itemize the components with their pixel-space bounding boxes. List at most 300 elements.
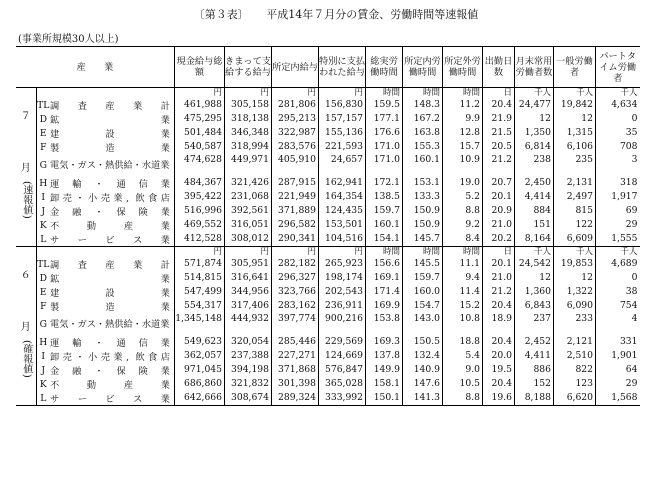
value-cell: 18.9 <box>483 313 515 335</box>
industry-name: サ ー ビ ス 業 <box>50 235 170 246</box>
value-cell: 301,398 <box>272 377 319 391</box>
value-cell: 171.4 <box>366 285 403 299</box>
industry-code: TL <box>37 99 50 111</box>
value-cell: 151 <box>515 218 554 232</box>
value-cell: 21.0 <box>483 271 515 285</box>
industry-name: 不 動 産 業 <box>50 380 170 391</box>
value-cell: 154.1 <box>366 232 403 247</box>
value-cell: 150.1 <box>366 391 403 406</box>
unit-cell: 円 <box>272 88 319 99</box>
value-cell: 19.5 <box>483 363 515 377</box>
table-row <box>16 299 640 313</box>
table-row <box>16 98 640 112</box>
value-cell: 132.4 <box>403 349 443 363</box>
industry-code: D <box>39 113 47 125</box>
value-cell: 159.7 <box>366 204 403 218</box>
table-tag: 〔第３表〕 <box>193 8 249 21</box>
value-cell: 9.4 <box>443 271 483 285</box>
unit-cell: 円 <box>319 88 366 99</box>
value-cell: 15.7 <box>443 140 483 154</box>
value-cell: 156,830 <box>319 98 366 112</box>
industry-code: I <box>41 350 46 362</box>
industry-name: 製 造 業 <box>50 143 170 154</box>
table-row <box>16 377 640 391</box>
value-cell: 163.8 <box>403 126 443 140</box>
value-cell: 221,593 <box>319 140 366 154</box>
value-cell: 6,843 <box>515 299 554 313</box>
value-cell: 815 <box>554 204 596 218</box>
value-cell: 362,057 <box>175 349 225 363</box>
table-row <box>16 391 640 406</box>
industry-name: 調 査 産 業 計 <box>50 101 170 112</box>
industry-name: 建 設 業 <box>50 129 170 140</box>
industry-code: I <box>41 191 46 203</box>
value-cell: 153.8 <box>366 313 403 335</box>
value-cell: 344,956 <box>225 285 272 299</box>
table-row <box>16 204 640 218</box>
value-cell: 153,501 <box>319 218 366 232</box>
value-cell: 160.0 <box>403 285 443 299</box>
value-cell: 154.7 <box>403 299 443 313</box>
value-cell: 20.0 <box>483 349 515 363</box>
value-cell: 20.4 <box>483 377 515 391</box>
value-cell: 150.5 <box>403 335 443 349</box>
value-cell: 514,815 <box>175 271 225 285</box>
stats-table <box>16 46 640 406</box>
value-cell: 308,012 <box>225 232 272 247</box>
unit-cell: 千人 <box>515 247 554 258</box>
value-cell: 285,446 <box>272 335 319 349</box>
value-cell: 138.5 <box>366 190 403 204</box>
value-cell: 12 <box>554 112 596 126</box>
value-cell: 171.0 <box>366 154 403 176</box>
value-cell: 167.2 <box>403 112 443 126</box>
value-cell: 6,609 <box>554 232 596 247</box>
value-cell: 122 <box>554 218 596 232</box>
header-days: 出勤日数 <box>483 47 515 88</box>
value-cell: 169.1 <box>366 271 403 285</box>
value-cell: 281,806 <box>272 98 319 112</box>
value-cell: 2,497 <box>554 190 596 204</box>
value-cell: 4,634 <box>596 98 640 112</box>
value-cell: 21.2 <box>483 154 515 176</box>
value-cell: 4 <box>596 313 640 335</box>
value-cell: 18.8 <box>443 335 483 349</box>
value-cell: 449,971 <box>225 154 272 176</box>
value-cell: 1,350 <box>515 126 554 140</box>
header-special-wage: 特別に支払われた給与 <box>319 47 366 88</box>
table-row <box>16 126 640 140</box>
table-row <box>16 285 640 299</box>
value-cell: 20.4 <box>483 335 515 349</box>
value-cell: 148.3 <box>403 98 443 112</box>
value-cell: 886 <box>515 363 554 377</box>
header-total-hours: 総実労働時間 <box>366 47 403 88</box>
value-cell: 29 <box>596 377 640 391</box>
industry-code: E <box>39 127 47 139</box>
value-cell: 282,182 <box>272 257 319 271</box>
value-cell: 754 <box>596 299 640 313</box>
unit-cell: 千人 <box>596 247 640 258</box>
value-cell: 287,915 <box>272 176 319 190</box>
value-cell: 9.9 <box>443 112 483 126</box>
industry-name: 製 造 業 <box>50 302 170 313</box>
value-cell: 371,889 <box>272 204 319 218</box>
value-cell: 4,689 <box>596 257 640 271</box>
industry-code: L <box>40 233 47 245</box>
industry-code: H <box>39 336 48 348</box>
scope-note: (事業所規模30人以上) <box>18 34 119 45</box>
value-cell: 0 <box>596 271 640 285</box>
header-scheduled-hours: 所定内労働時間 <box>403 47 443 88</box>
value-cell: 198,174 <box>319 271 366 285</box>
industry-name: 調 査 産 業 計 <box>50 260 170 271</box>
header-scheduled-wage: 所定内給与 <box>272 47 319 88</box>
value-cell: 12.8 <box>443 126 483 140</box>
value-cell: 1,555 <box>596 232 640 247</box>
value-cell: 202,543 <box>319 285 366 299</box>
industry-name: 卸売・小売業, 飲食店 <box>50 352 170 363</box>
value-cell: 171.0 <box>366 140 403 154</box>
industry-code: J <box>41 205 46 217</box>
industry-code: E <box>39 286 47 298</box>
value-cell: 516,996 <box>175 204 225 218</box>
value-cell: 501,484 <box>175 126 225 140</box>
value-cell: 12 <box>515 271 554 285</box>
unit-cell: 時間 <box>443 247 483 258</box>
table-row <box>16 335 640 349</box>
value-cell: 484,367 <box>175 176 225 190</box>
period-label <box>16 88 36 247</box>
unit-cell: 千人 <box>554 247 596 258</box>
value-cell: 24,657 <box>319 154 366 176</box>
value-cell: 162,941 <box>319 176 366 190</box>
value-cell: 554,317 <box>175 299 225 313</box>
value-cell: 971,045 <box>175 363 225 377</box>
value-cell: 1,568 <box>596 391 640 406</box>
unit-cell: 円 <box>225 247 272 258</box>
value-cell: 1,360 <box>515 285 554 299</box>
value-cell: 296,327 <box>272 271 319 285</box>
value-cell: 4,411 <box>515 349 554 363</box>
value-cell: 237,388 <box>225 349 272 363</box>
table-row <box>16 176 640 190</box>
value-cell: 123 <box>554 377 596 391</box>
value-cell: 160.1 <box>403 154 443 176</box>
value-cell: 323,766 <box>272 285 319 299</box>
value-cell: 1,345,148 <box>175 313 225 335</box>
table-title <box>0 6 672 22</box>
value-cell: 394,198 <box>225 363 272 377</box>
value-cell: 547,499 <box>175 285 225 299</box>
value-cell: 150.9 <box>403 204 443 218</box>
industry-name: 建 設 業 <box>50 288 170 299</box>
value-cell: 21.5 <box>483 126 515 140</box>
value-cell: 290,341 <box>272 232 319 247</box>
value-cell: 576,847 <box>319 363 366 377</box>
value-cell: 172.1 <box>366 176 403 190</box>
value-cell: 475,295 <box>175 112 225 126</box>
industry-code: H <box>39 177 48 189</box>
value-cell: 321,832 <box>225 377 272 391</box>
value-cell: 708 <box>596 140 640 154</box>
value-cell: 20.1 <box>483 190 515 204</box>
value-cell: 29 <box>596 218 640 232</box>
value-cell: 11.2 <box>443 98 483 112</box>
table-row <box>16 154 640 176</box>
value-cell: 145.7 <box>403 232 443 247</box>
value-cell: 10.8 <box>443 313 483 335</box>
table-row <box>16 190 640 204</box>
value-cell: 900,216 <box>319 313 366 335</box>
value-cell: 322,987 <box>272 126 319 140</box>
value-cell: 229,569 <box>319 335 366 349</box>
industry-name: 運 輸 ・ 通 信 業 <box>50 338 170 349</box>
value-cell: 571,874 <box>175 257 225 271</box>
value-cell: 235 <box>554 154 596 176</box>
industry-name: 不 動 産 業 <box>50 221 170 232</box>
value-cell: 469,552 <box>175 218 225 232</box>
value-cell: 0 <box>596 112 640 126</box>
industry-name: 運 輸 ・ 通 信 業 <box>50 179 170 190</box>
value-cell: 10.5 <box>443 377 483 391</box>
unit-cell: 千人 <box>554 88 596 99</box>
industry-code: G <box>39 318 47 330</box>
value-cell: 21.2 <box>483 285 515 299</box>
industry-code: J <box>41 364 46 376</box>
unit-cell: 千人 <box>596 88 640 99</box>
table-body <box>16 88 640 406</box>
value-cell: 5.4 <box>443 349 483 363</box>
value-cell: 237 <box>515 313 554 335</box>
value-cell: 15.2 <box>443 299 483 313</box>
value-cell: 147.6 <box>403 377 443 391</box>
value-cell: 10.9 <box>443 154 483 176</box>
industry-code: F <box>40 141 47 153</box>
value-cell: 159.7 <box>403 271 443 285</box>
value-cell: 283,162 <box>272 299 319 313</box>
value-cell: 69 <box>596 204 640 218</box>
value-cell: 283,576 <box>272 140 319 154</box>
value-cell: 444,932 <box>225 313 272 335</box>
value-cell: 20.4 <box>483 98 515 112</box>
value-cell: 133.3 <box>403 190 443 204</box>
value-cell: 642,666 <box>175 391 225 406</box>
unit-cell: 円 <box>175 247 225 258</box>
value-cell: 6,620 <box>554 391 596 406</box>
value-cell: 318,994 <box>225 140 272 154</box>
value-cell: 305,951 <box>225 257 272 271</box>
value-cell: 137.8 <box>366 349 403 363</box>
value-cell: 169.9 <box>366 299 403 313</box>
value-cell: 395,422 <box>175 190 225 204</box>
industry-code: G <box>39 159 47 171</box>
industry-code: K <box>39 219 47 231</box>
value-cell: 20.2 <box>483 232 515 247</box>
industry-name: 鉱 業 <box>50 274 170 285</box>
value-cell: 155,136 <box>319 126 366 140</box>
table-row <box>16 349 640 363</box>
value-cell: 1,917 <box>596 190 640 204</box>
value-cell: 38 <box>596 285 640 299</box>
value-cell: 318,138 <box>225 112 272 126</box>
unit-cell: 円 <box>225 88 272 99</box>
value-cell: 4,414 <box>515 190 554 204</box>
value-cell: 8.4 <box>443 232 483 247</box>
unit-cell: 時間 <box>366 247 403 258</box>
value-cell: 305,158 <box>225 98 272 112</box>
industry-code: L <box>40 392 47 404</box>
table-title-text: 平成14年７月分の賃金、労働時間等速報値 <box>266 8 479 21</box>
value-cell: 8,188 <box>515 391 554 406</box>
value-cell: 159.5 <box>366 98 403 112</box>
value-cell: 318 <box>596 176 640 190</box>
header-parttime: パートタイム労働者 <box>596 47 640 88</box>
header-employees: 月末常用労働者数 <box>515 47 554 88</box>
industry-code: K <box>39 378 47 390</box>
header-general: 一般労働者 <box>554 47 596 88</box>
value-cell: 233 <box>554 313 596 335</box>
value-cell: 20.7 <box>483 176 515 190</box>
value-cell: 153.1 <box>403 176 443 190</box>
value-cell: 1,901 <box>596 349 640 363</box>
unit-cell: 円 <box>319 247 366 258</box>
value-cell: 405,910 <box>272 154 319 176</box>
header-industry: 産 業 <box>16 47 175 88</box>
industry-code: F <box>40 300 47 312</box>
value-cell: 64 <box>596 363 640 377</box>
period-label <box>16 247 36 406</box>
value-cell: 8,164 <box>515 232 554 247</box>
industry-name: 金 融 ・ 保 険 業 <box>50 366 170 377</box>
value-cell: 156.6 <box>366 257 403 271</box>
value-cell: 221,949 <box>272 190 319 204</box>
value-cell: 157,157 <box>319 112 366 126</box>
value-cell: 145.5 <box>403 257 443 271</box>
table-row <box>16 313 640 335</box>
value-cell: 35 <box>596 126 640 140</box>
value-cell: 289,324 <box>272 391 319 406</box>
value-cell: 19,853 <box>554 257 596 271</box>
value-cell: 2,450 <box>515 176 554 190</box>
value-cell: 392,561 <box>225 204 272 218</box>
value-cell: 9.2 <box>443 218 483 232</box>
value-cell: 12 <box>554 271 596 285</box>
value-cell: 124,669 <box>319 349 366 363</box>
value-cell: 397,774 <box>272 313 319 335</box>
industry-name: 電気・ガス・熱供給・水道業 <box>50 318 170 330</box>
value-cell: 158.1 <box>366 377 403 391</box>
unit-cell: 千人 <box>515 88 554 99</box>
value-cell: 21.9 <box>483 112 515 126</box>
value-cell: 2,452 <box>515 335 554 349</box>
value-cell: 20.1 <box>483 257 515 271</box>
value-cell: 238 <box>515 154 554 176</box>
value-cell: 321,426 <box>225 176 272 190</box>
value-cell: 236,911 <box>319 299 366 313</box>
value-cell: 308,674 <box>225 391 272 406</box>
value-cell: 231,068 <box>225 190 272 204</box>
value-cell: 365,028 <box>319 377 366 391</box>
unit-cell: 時間 <box>366 88 403 99</box>
value-cell: 150.9 <box>403 218 443 232</box>
value-cell: 19.6 <box>483 391 515 406</box>
value-cell: 540,587 <box>175 140 225 154</box>
value-cell: 6,090 <box>554 299 596 313</box>
value-cell: 19.0 <box>443 176 483 190</box>
value-cell: 2,131 <box>554 176 596 190</box>
value-cell: 164,354 <box>319 190 366 204</box>
value-cell: 331 <box>596 335 640 349</box>
value-cell: 124,435 <box>319 204 366 218</box>
value-cell: 474,628 <box>175 154 225 176</box>
value-cell: 316,051 <box>225 218 272 232</box>
value-cell: 549,623 <box>175 335 225 349</box>
value-cell: 104,516 <box>319 232 366 247</box>
value-cell: 822 <box>554 363 596 377</box>
value-cell: 20.9 <box>483 204 515 218</box>
header-fixed-wage: きまって支給する給与 <box>225 47 272 88</box>
value-cell: 371,868 <box>272 363 319 377</box>
table-row <box>16 271 640 285</box>
value-cell: 11.4 <box>443 285 483 299</box>
industry-name: 電気・ガス・熱供給・水道業 <box>50 159 170 171</box>
unit-cell: 時間 <box>403 247 443 258</box>
unit-cell: 円 <box>175 88 225 99</box>
value-cell: 686,860 <box>175 377 225 391</box>
value-cell: 3 <box>596 154 640 176</box>
industry-name: 卸売・小売業, 飲食店 <box>50 193 170 204</box>
industry-name: 金 融 ・ 保 険 業 <box>50 207 170 218</box>
header-total-wage: 現金給与総額 <box>175 47 225 88</box>
value-cell: 24,542 <box>515 257 554 271</box>
value-cell: 24,477 <box>515 98 554 112</box>
value-cell: 8.8 <box>443 204 483 218</box>
value-cell: 176.6 <box>366 126 403 140</box>
industry-code: D <box>39 272 47 284</box>
value-cell: 6,106 <box>554 140 596 154</box>
value-cell: 333,992 <box>319 391 366 406</box>
table-row <box>16 112 640 126</box>
unit-cell: 日 <box>483 88 515 99</box>
period-month: ６ <box>20 270 31 282</box>
value-cell: 320,054 <box>225 335 272 349</box>
industry-name: 鉱 業 <box>50 115 170 126</box>
table-row <box>16 363 640 377</box>
table-row <box>16 218 640 232</box>
table-row <box>16 257 640 271</box>
value-cell: 2,121 <box>554 335 596 349</box>
value-cell: 1,322 <box>554 285 596 299</box>
value-cell: 9.0 <box>443 363 483 377</box>
unit-cell: 円 <box>272 247 319 258</box>
value-cell: 141.3 <box>403 391 443 406</box>
unit-cell: 日 <box>483 247 515 258</box>
value-cell: 12 <box>515 112 554 126</box>
value-cell: 461,988 <box>175 98 225 112</box>
value-cell: 19,842 <box>554 98 596 112</box>
unit-cell: 時間 <box>443 88 483 99</box>
value-cell: 149.9 <box>366 363 403 377</box>
table-row <box>16 140 640 154</box>
value-cell: 265,923 <box>319 257 366 271</box>
value-cell: 152 <box>515 377 554 391</box>
value-cell: 143.0 <box>403 313 443 335</box>
value-cell: 227,271 <box>272 349 319 363</box>
value-cell: 295,213 <box>272 112 319 126</box>
period-month-mark: 月 <box>20 322 31 334</box>
value-cell: 21.0 <box>483 218 515 232</box>
